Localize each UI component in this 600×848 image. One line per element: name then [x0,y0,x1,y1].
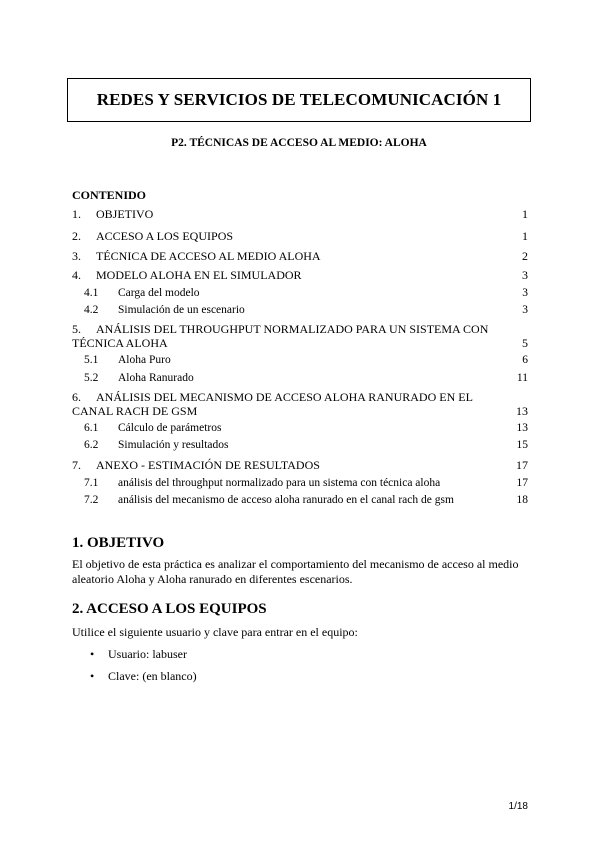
document-title: REDES Y SERVICIOS DE TELECOMUNICACIÓN 1 [67,78,531,122]
bullet-icon: • [90,669,95,683]
toc-item-text: Simulación y resultados [118,439,229,451]
list-item-text: Clave: (en blanco) [108,669,197,683]
toc-item-text: MODELO ALOHA EN EL SIMULADOR [96,268,302,282]
toc-item-number: 7.1 [84,477,99,489]
toc-item-number: 3. [72,249,81,263]
list-item [90,647,187,662]
toc-item-page: 3 [522,304,528,316]
toc-item-text: análisis del throughput normalizado para un sistema con técnica aloha [118,477,441,489]
toc-item-number: 5.1 [84,354,99,366]
toc-item-page: 18 [516,494,528,506]
toc-item-page: 5 [522,336,528,350]
toc-item-text: TÉCNICA DE ACCESO AL MEDIO ALOHA [96,249,321,263]
toc-item-number: 5. [72,322,81,336]
toc-item-number: 5.2 [84,372,99,384]
toc-item-page: 17 [516,458,528,472]
toc-item-page: 3 [522,268,528,282]
section-heading-acceso: 2. ACCESO A LOS EQUIPOS [72,601,267,617]
toc-item-number: 6. [72,390,81,404]
list-item [90,669,197,684]
section-heading-objetivo: 1. OBJETIVO [72,535,165,551]
toc-heading: CONTENIDO [72,188,147,202]
toc-item-page: 1 [522,207,528,221]
toc-item-page: 13 [516,404,528,418]
toc-item-text: Cálculo de parámetros [118,422,222,434]
toc-item-text: Aloha Puro [118,354,171,366]
toc-item-text: Simulación de un escenario [118,304,245,316]
toc-item-text: OBJETIVO [96,207,154,221]
toc-item-text: ANÁLISIS DEL MECANISMO DE ACCESO ALOHA RANURADO EN EL CANAL RACH DE GSM [72,390,473,418]
toc-item-number: 7. [72,458,81,472]
toc-item-text: Aloha Ranurado [118,372,194,384]
toc-item-text: ANEXO - ESTIMACIÓN DE RESULTADOS [96,458,320,472]
toc-item-number: 6.1 [84,422,99,434]
toc-item-page: 2 [522,249,528,263]
toc-item-number: 7.2 [84,494,99,506]
toc-item-page: 1 [522,229,528,243]
toc-item-page: 13 [516,422,528,434]
toc-item-page: 17 [516,477,528,489]
toc-item-text: ACCESO A LOS EQUIPOS [96,229,234,243]
toc-item-number: 6.2 [84,439,99,451]
bullet-icon: • [90,647,95,661]
toc-item-number: 4.2 [84,304,99,316]
objetivo-paragraph: El objetivo de esta práctica es analizar el comportamiento del mecanismo de acceso al medio aleatorio Aloha y Aloha ranurado en diferentes escenarios. [72,557,519,586]
page-number: 1/18 [508,801,528,812]
acceso-intro: Utilice el siguiente usuario y clave para entrar en el equipo: [72,625,358,639]
toc-item-page: 15 [516,439,528,451]
document-subtitle: P2. TÉCNICAS DE ACCESO AL MEDIO: ALOHA [171,137,427,149]
toc-item-number: 1. [72,207,81,221]
toc-item-text: Carga del modelo [118,287,200,299]
toc-item-text: análisis del mecanismo de acceso aloha ranurado en el canal rach de gsm [118,494,454,506]
toc-item-page: 6 [522,354,528,366]
toc-item-page: 11 [516,372,528,384]
toc-item-page: 3 [522,287,528,299]
toc-item-text: ANÁLISIS DEL THROUGHPUT NORMALIZADO PARA UN SISTEMA CON TÉCNICA ALOHA [72,322,489,350]
toc-item-number: 2. [72,229,81,243]
toc-item-number: 4. [72,268,81,282]
toc-item-number: 4.1 [84,287,99,299]
list-item-text: Usuario: labuser [108,647,187,661]
